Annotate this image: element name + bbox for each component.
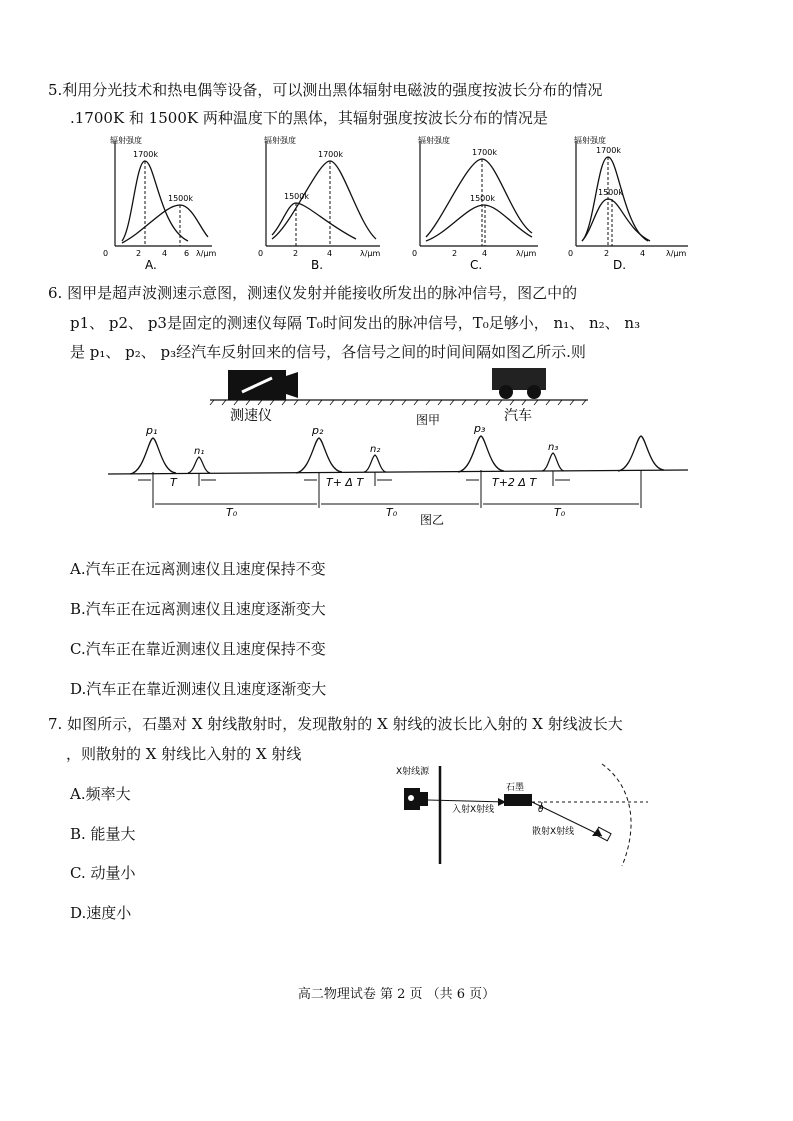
curve-1500: [272, 203, 356, 239]
svg-text:1700k: 1700k: [596, 146, 621, 155]
caption-yi: 图乙: [420, 513, 445, 527]
q6-stem-line1: 6. 图甲是超声波测速示意图，测速仪发射并能接收所发出的脉冲信号，图乙中的: [48, 284, 578, 302]
svg-text:2: 2: [136, 249, 142, 258]
echo-n2: [364, 455, 386, 472]
svg-text:T+2 Δ T: T+2 Δ T: [492, 476, 537, 489]
svg-text:1700k: 1700k: [472, 148, 497, 157]
label-incident: 入射X射线: [452, 805, 495, 815]
svg-text:0: 0: [258, 249, 264, 258]
pulse-p1: [130, 438, 176, 474]
svg-text:0: 0: [568, 249, 574, 258]
echo-n1: [188, 457, 210, 473]
q7-figure: [392, 760, 652, 870]
svg-text:1500k: 1500k: [598, 188, 623, 197]
curve-1500: [426, 205, 532, 241]
y-axis-label: 辐射强度: [110, 136, 142, 145]
svg-text:4: 4: [162, 249, 168, 258]
svg-text:辐射强度: 辐射强度: [418, 136, 450, 145]
svg-text:6: 6: [184, 249, 190, 258]
svg-text:2: 2: [604, 249, 610, 258]
q6-option-a[interactable]: A.汽车正在远离测速仪且速度保持不变: [70, 560, 326, 578]
svg-text:λ/μm: λ/μm: [360, 249, 381, 258]
label-1700k: 1700k: [133, 150, 158, 159]
label-meter: 测速仪: [230, 408, 272, 424]
car-wheel: [499, 385, 513, 399]
svg-text:2: 2: [293, 249, 299, 258]
svg-text:p₁: p₁: [146, 424, 158, 437]
pulse-p2: [296, 438, 342, 473]
q6-option-d[interactable]: D.汽车正在靠近测速仪且速度逐渐变大: [70, 680, 327, 698]
pulse-p3: [458, 436, 504, 472]
q5-graph-d: [568, 133, 693, 273]
svg-text:T₀: T₀: [386, 506, 398, 519]
svg-text:1500k: 1500k: [470, 194, 495, 203]
label-theta: θ: [538, 805, 544, 815]
curve-1500: [582, 199, 650, 241]
svg-text:4: 4: [327, 249, 333, 258]
q7-stem-line1: 7. 如图所示，石墨对 X 射线散射时，发现散射的 X 射线的波长比入射的 X 射线波长大: [48, 715, 623, 733]
page-footer: 高二物理试卷 第 2 页 （共 6 页）: [297, 987, 496, 1002]
option-letter: A.: [145, 258, 157, 272]
q7-stem-line2: ，则散射的 X 射线比入射的 X 射线: [66, 745, 302, 763]
graphite-block: [504, 794, 532, 806]
svg-text:n₃: n₃: [548, 442, 559, 453]
svg-text:4: 4: [640, 249, 646, 258]
q6-option-c[interactable]: C.汽车正在靠近测速仪且速度保持不变: [70, 640, 326, 658]
svg-text:p₂: p₂: [312, 424, 324, 437]
car-wheel: [527, 385, 541, 399]
echo-n3: [542, 453, 564, 471]
q6-stem-line3: 是 p₁、 p₂、 p₃经汽车反射回来的信号，各信号之间的时间间隔如图乙所示.则: [70, 343, 586, 361]
svg-text:p₃: p₃: [474, 422, 486, 435]
q7-option-a[interactable]: A.频率大: [70, 785, 131, 803]
q5-stem-line2: .1700K 和 1500K 两种温度下的黑体，其辐射强度按波长分布的情况是: [70, 109, 548, 127]
svg-text:λ/μm: λ/μm: [666, 249, 687, 258]
caption-jia: 图甲: [416, 413, 441, 427]
svg-text:2: 2: [452, 249, 458, 258]
label-scattered: 散射X射线: [532, 827, 575, 837]
svg-text:T+ Δ T: T+ Δ T: [326, 476, 364, 489]
svg-text:1700k: 1700k: [318, 150, 343, 159]
q7-option-d[interactable]: D.速度小: [70, 904, 132, 922]
q7-option-c[interactable]: C. 动量小: [70, 864, 136, 882]
q7-option-b[interactable]: B. 能量大: [70, 825, 136, 843]
svg-text:1500k: 1500k: [284, 192, 309, 201]
svg-text:λ/μm: λ/μm: [516, 249, 537, 258]
svg-text:辐射强度: 辐射强度: [574, 136, 606, 145]
label-source: X射线源: [396, 767, 430, 777]
q5-graph-c: [412, 133, 542, 273]
svg-text:T₀: T₀: [554, 506, 566, 519]
svg-text:0: 0: [412, 249, 418, 258]
q5-graph-b: [258, 133, 383, 273]
svg-text:0: 0: [103, 249, 109, 258]
curve-1500: [122, 205, 208, 243]
svg-text:T: T: [170, 476, 177, 489]
q5-stem-line1: 5.利用分光技术和热电偶等设备，可以测出黑体辐射电磁波的强度按波长分布的情况: [48, 81, 603, 99]
q6-stem-line2: p1、 p2、 p3是固定的测速仪每隔 T₀时间发出的脉冲信号，T₀足够小， n₁、 n₂、 n₃: [70, 314, 641, 332]
svg-text:λ/μm: λ/μm: [196, 249, 217, 258]
pulse-p4: [618, 436, 664, 471]
svg-text:n₁: n₁: [194, 446, 205, 457]
svg-text:n₂: n₂: [370, 444, 381, 455]
svg-text:辐射强度: 辐射强度: [264, 136, 296, 145]
q6-option-b[interactable]: B.汽车正在远离测速仪且速度逐渐变大: [70, 600, 326, 618]
q5-graph-a: [100, 133, 215, 273]
fig-yi: [108, 420, 690, 530]
svg-text:C.: C.: [470, 258, 483, 272]
curve-1700: [582, 157, 648, 241]
svg-text:T₀: T₀: [226, 506, 238, 519]
svg-text:B.: B.: [311, 258, 324, 272]
svg-text:4: 4: [482, 249, 488, 258]
label-graphite: 石墨: [506, 783, 525, 793]
svg-text:D.: D.: [613, 258, 627, 272]
label-1500k: 1500k: [168, 194, 193, 203]
label-car: 汽车: [504, 408, 532, 424]
